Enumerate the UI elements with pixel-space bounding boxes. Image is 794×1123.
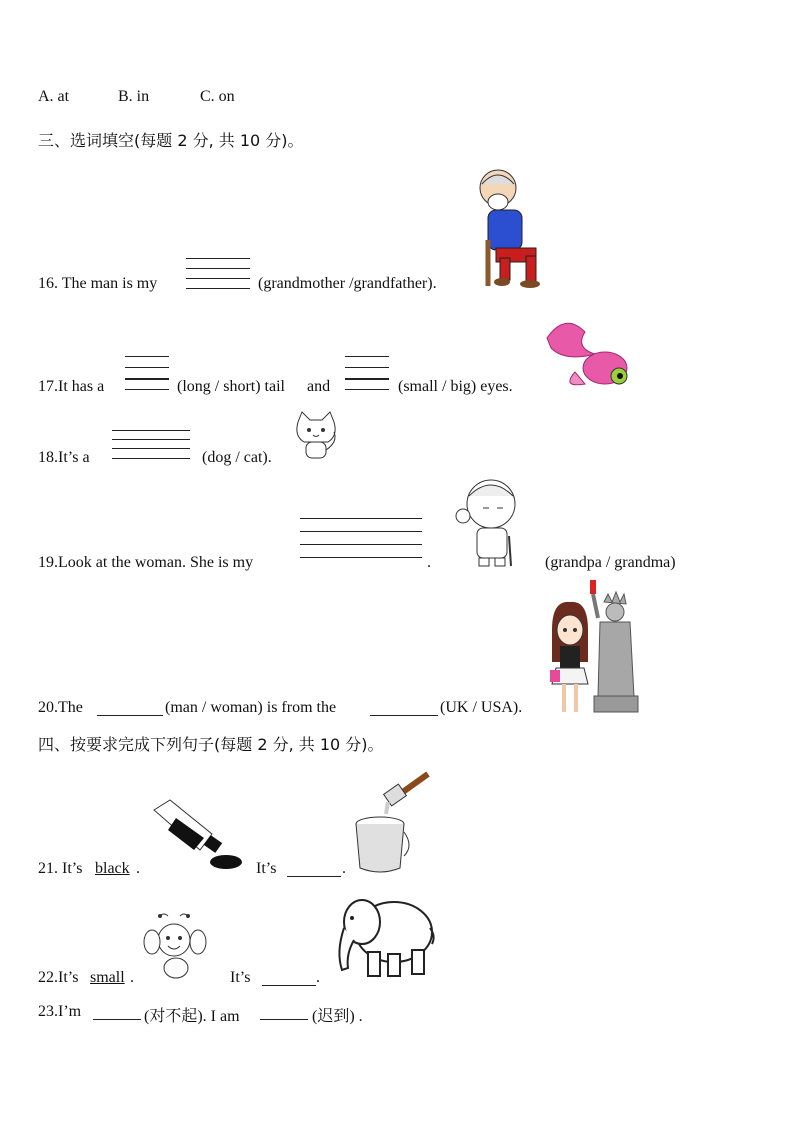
white-paint-bucket-image: [352, 772, 432, 874]
q21-part2: It’s: [256, 860, 277, 877]
black-paint-tube-image: [150, 800, 246, 872]
q18-lead: 18.It’s a: [38, 449, 90, 466]
q21-word: black: [95, 860, 130, 877]
q17-option1: (long / short) tail: [177, 378, 285, 395]
q20-blank-2[interactable]: [370, 701, 438, 716]
option-b: B. in: [118, 88, 150, 105]
grandfather-image: [470, 168, 554, 290]
q22-end2: .: [316, 969, 320, 986]
q19-lead: 19.Look at the woman. She is my: [38, 554, 254, 571]
q18-writing-lines[interactable]: [112, 430, 190, 460]
q17-lead: 17.It has a: [38, 378, 105, 395]
q21-blank[interactable]: [287, 862, 341, 877]
q23-hint1: (对不起). I am: [144, 1008, 240, 1025]
q22-end: .: [130, 969, 134, 986]
option-c: C. on: [200, 88, 235, 105]
q23-lead: 23.I’m: [38, 1003, 82, 1020]
goldfish-image: [545, 318, 637, 390]
section4-heading: 四、按要求完成下列句子(每题 2 分, 共 10 分)。: [38, 735, 384, 754]
q23-blank-2[interactable]: [260, 1005, 308, 1020]
q17-and: and: [307, 378, 331, 395]
section3-heading: 三、选词填空(每题 2 分, 共 10 分)。: [38, 131, 304, 150]
woman-image: [548, 600, 592, 716]
q16-writing-lines[interactable]: [186, 258, 250, 290]
q21-end2: .: [342, 860, 346, 877]
bee-image: [146, 912, 208, 982]
q19-writing-lines[interactable]: [300, 518, 422, 558]
q18-options: (dog / cat).: [202, 449, 272, 466]
q20-lead: 20.The: [38, 699, 83, 716]
q19-period: .: [427, 554, 431, 571]
statue-of-liberty-image: [588, 578, 640, 716]
q19-options: (grandpa / grandma): [545, 554, 676, 571]
option-a: A. at: [38, 88, 70, 105]
q22-lead: 22.It’s: [38, 969, 79, 986]
q16-options: (grandmother /grandfather).: [258, 275, 437, 292]
q17-writing-lines-2[interactable]: [345, 356, 389, 392]
q17-option2: (small / big) eyes.: [398, 378, 513, 395]
q21-lead: 21. It’s: [38, 860, 83, 877]
q22-blank[interactable]: [262, 971, 316, 986]
q17-writing-lines-1[interactable]: [125, 356, 169, 392]
q22-part2: It’s: [230, 969, 251, 986]
q20-option2: (UK / USA).: [440, 699, 523, 716]
elephant-image: [332, 892, 436, 982]
q16-lead: 16. The man is my: [38, 275, 158, 292]
q21-end: .: [136, 860, 140, 877]
q22-word: small: [90, 969, 125, 986]
q20-blank-1[interactable]: [97, 701, 163, 716]
q23-hint2: (迟到) .: [312, 1008, 363, 1025]
q23-blank-1[interactable]: [93, 1005, 141, 1020]
q20-option1: (man / woman) is from the: [165, 699, 337, 716]
cat-image: [292, 412, 340, 462]
grandma-image: [455, 478, 525, 570]
